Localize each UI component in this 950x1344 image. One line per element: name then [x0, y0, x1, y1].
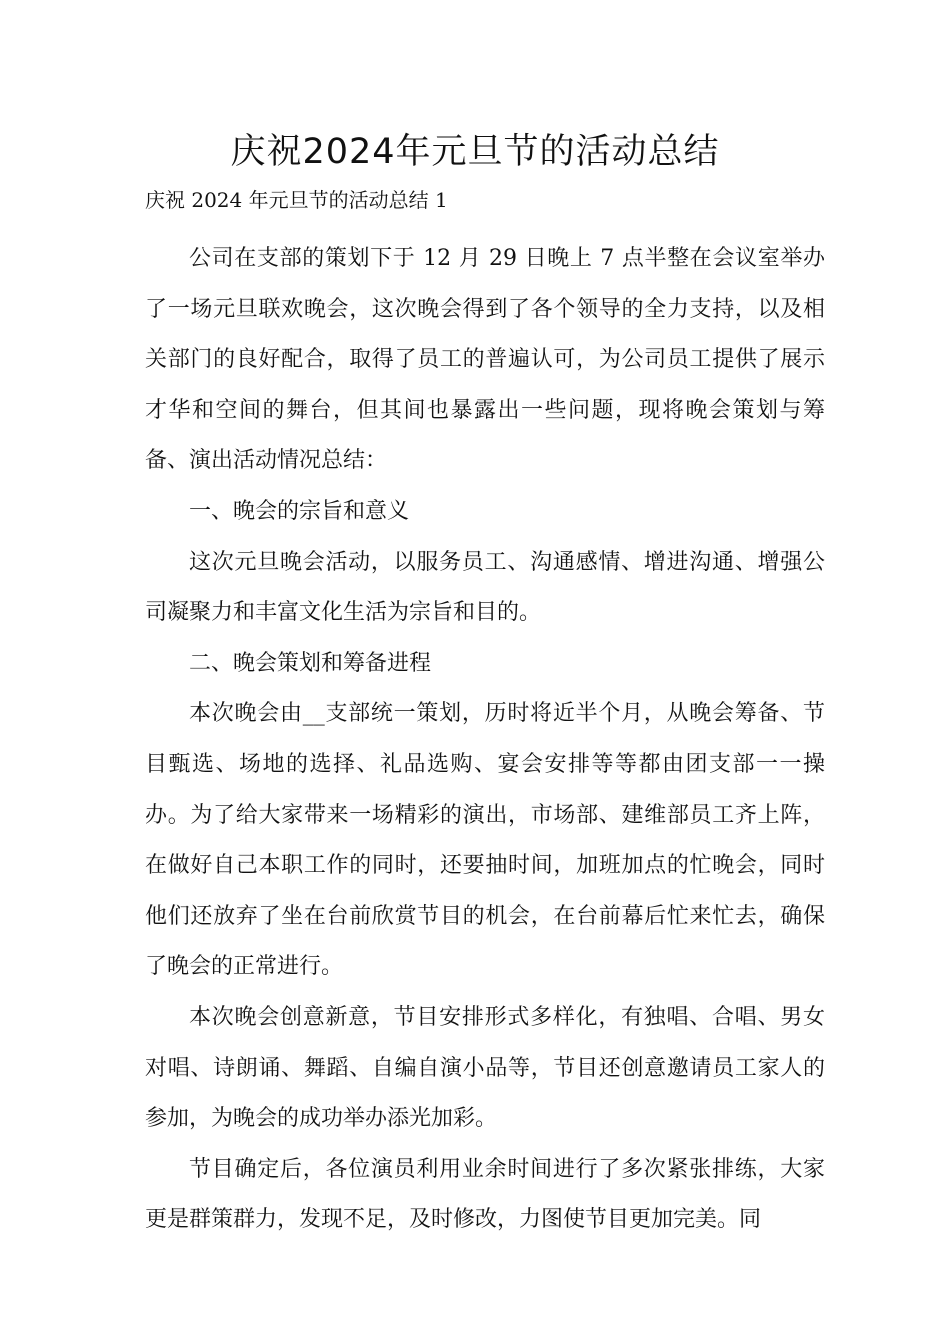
- section-heading-planning: 二、晚会策划和筹备进程: [189, 650, 432, 676]
- paragraph-program: 本次晚会创意新意，节目安排形式多样化，有独唱、合唱、男女对唱、诗朗诵、舞蹈、自编自演小品等，节目还创意邀请员工家人的参加，为晚会的成功举办添光加彩。: [145, 1004, 825, 1132]
- document-body: [145, 234, 825, 1246]
- paragraph-purpose: 这次元旦晚会活动，以服务员工、沟通感情、增进沟通、增强公司凝聚力和丰富文化生活为宗旨和目的。: [145, 549, 825, 626]
- document-title: 庆祝2024年元旦节的活动总结: [230, 132, 720, 172]
- section-heading-purpose: 一、晚会的宗旨和意义: [189, 498, 410, 524]
- paragraph-intro: 公司在支部的策划下于 12 月 29 日晚上 7 点半整在会议室举办了一场元旦联欢晚会，这次晚会得到了各个领导的全力支持，以及相关部门的良好配合，取得了员工的普遍认可，为公司员工提供了展示才华和空间的舞台，但其间也暴露出一些问题，现将晚会策划与筹备、演出活动情况总结：: [145, 246, 825, 474]
- document-subtitle: 庆祝 2024 年元旦节的活动总结 1: [145, 188, 448, 212]
- paragraph-planning: 本次晚会由__支部统一策划，历时将近半个月，从晚会筹备、节目甄选、场地的选择、礼品选购、宴会安排等等都由团支部一一操办。为了给大家带来一场精彩的演出，市场部、建维部员工齐上阵，在做好自己本职工作的同时，还要抽时间，加班加点的忙晚会，同时他们还放弃了坐在台前欣赏节目的机会，在台前幕后忙来忙去，确保了晚会的正常进行。: [145, 701, 825, 980]
- paragraph-rehearsal: 节目确定后，各位演员利用业余时间进行了多次紧张排练，大家更是群策群力，发现不足，及时修改，力图使节目更加完美。同: [145, 1156, 825, 1233]
